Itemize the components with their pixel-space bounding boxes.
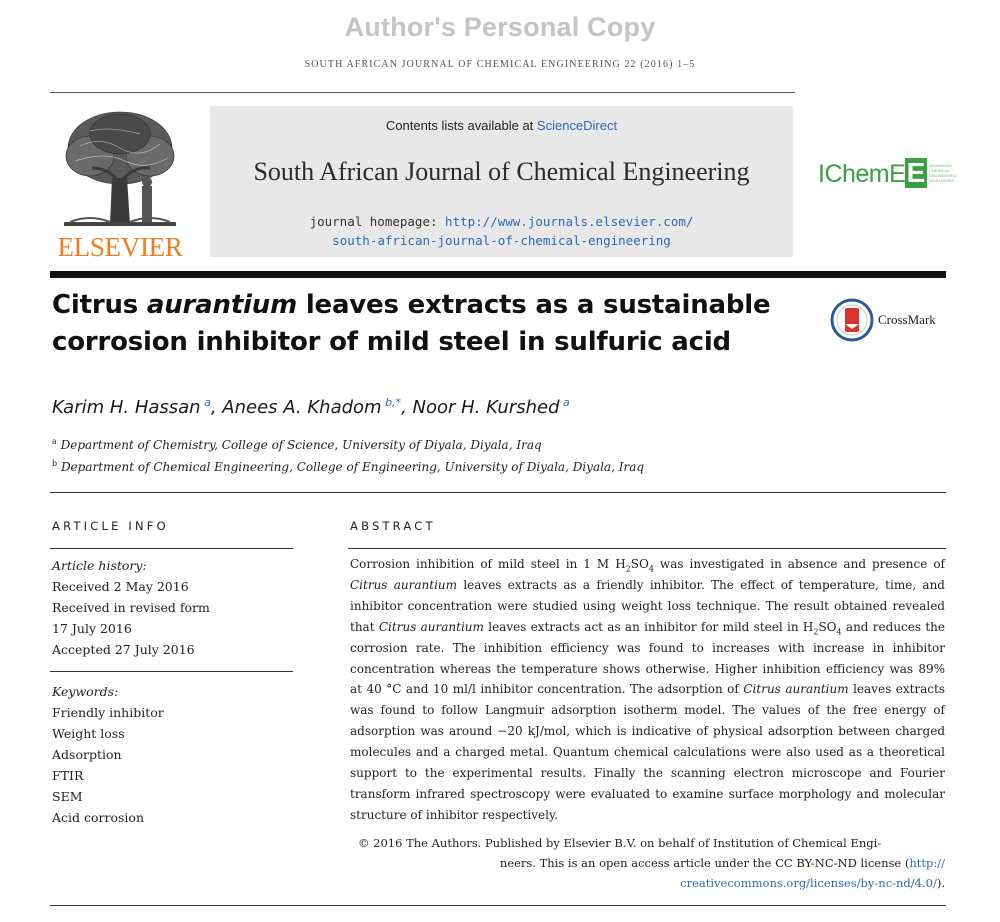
title-italic: aurantium: [146, 290, 297, 320]
sciencedirect-link[interactable]: ScienceDirect: [536, 118, 618, 133]
icheme-e-block: E: [906, 157, 926, 188]
crossmark-label[interactable]: CrossMark: [878, 312, 936, 327]
species-name: Citrus aurantium: [743, 682, 849, 697]
affil-mark: a: [52, 437, 57, 446]
abstract-segment: SO: [818, 619, 837, 634]
abstract-segment: leaves extracts act as an inhibitor for mild steel in H: [483, 619, 814, 634]
subscript: 2: [813, 627, 819, 637]
affil-text: Department of Chemistry, College of Science, University of Diyala, Diyala, Iraq: [56, 438, 542, 452]
icheme-logo-text: IChemE: [818, 160, 906, 188]
keyword-item: Acid corrosion: [52, 810, 144, 825]
journal-homepage: [210, 212, 793, 250]
homepage-url-line1[interactable]: http://www.journals.elsevier.com/: [445, 214, 694, 229]
author-affil-mark[interactable]: b,*: [381, 396, 402, 409]
copyright-end: ).: [936, 876, 945, 890]
license-link[interactable]: creativecommons.org/licenses/by-nc-nd/4.0/: [680, 876, 937, 890]
affil-mark: b: [52, 459, 58, 468]
keywords-label: Keywords:: [52, 684, 119, 699]
keyword-item: Friendly inhibitor: [52, 705, 164, 720]
received-date: Received 2 May 2016: [52, 579, 189, 594]
author-affil-mark[interactable]: a: [200, 396, 211, 409]
author-separator: ,: [210, 397, 223, 418]
abstract-segment: Corrosion inhibition of mild steel in 1 M H: [350, 557, 626, 571]
revised-label: Received in revised form: [52, 600, 210, 615]
running-head: SOUTH AFRICAN JOURNAL OF CHEMICAL ENGINEERING 22 (2016) 1–5: [304, 59, 696, 70]
icheme-logo: [818, 160, 905, 189]
article-title: [52, 287, 812, 361]
title-part2: leaves extracts as a sustainable corrosion inhibitor of mild steel in sulfuric acid: [52, 290, 771, 357]
subscript: 2: [625, 564, 631, 574]
article-info-heading: ARTICLE INFO: [52, 519, 169, 533]
copyright-line1: © 2016 The Authors. Published by Elsevier B.V. on behalf of Institution of Chemical Engi-: [358, 836, 882, 850]
elsevier-wordmark: ELSEVIER: [57, 232, 183, 262]
bottom-divider: [50, 905, 946, 906]
keyword-item: Adsorption: [52, 747, 122, 762]
accepted-date: Accepted 27 July 2016: [52, 642, 195, 657]
author-separator: ,: [401, 397, 413, 418]
top-divider: [50, 92, 795, 93]
homepage-label: journal homepage:: [309, 214, 446, 229]
history-label: Article history:: [52, 558, 147, 573]
abstract-heading: ABSTRACT: [350, 519, 436, 533]
copyright-text: neers. This is an open access article under the CC BY-NC-ND license (: [499, 856, 910, 870]
species-name: Citrus aurantium: [378, 619, 484, 634]
keyword-item: SEM: [52, 789, 83, 804]
author-affil-mark[interactable]: a: [559, 396, 570, 409]
contents-prefix: Contents lists available at: [385, 118, 537, 133]
abstract-segment: leaves extracts was found to follow Langmuir adsorption isotherm model. The values of the free energy of adsorption was around −20 kJ/mol, which is indicative of physical adsorption between charged molecules and a charged metal. Quantum chemical calculations were also used as a theoretical support to the experimental results. Finally the scanning electron microscope and Fourier transform infrared spectroscopy were evaluated to examine surface morphology and molecular structure of inhibitor respectively.: [350, 682, 945, 822]
keywords-rule: [50, 671, 293, 672]
keyword-item: FTIR: [52, 768, 84, 783]
revised-date: 17 July 2016: [52, 621, 132, 636]
section-divider: [50, 492, 946, 493]
abstract-segment: was investigated in absence and presence of: [653, 557, 945, 571]
affil-text: Department of Chemical Engineering, College of Engineering, University of Diyala, Diyala, Iraq: [57, 460, 645, 474]
affiliation-b: [52, 459, 644, 474]
author-list: [52, 396, 570, 418]
affiliation-a: [52, 437, 542, 452]
subscript: 4: [836, 627, 842, 637]
copyright-line2: [350, 853, 945, 893]
subscript: 4: [648, 564, 654, 574]
abstract-segment: and reduces the corrosion rate. The inhibition efficiency was found to increases with increase in inhibitor concentration whereas the temperature shows otherwise. Higher inhibition efficiency was 89% at 40 °C and 10 ml/l inhibitor concentration. The adsorption of: [350, 619, 946, 697]
contents-availability: [210, 118, 793, 133]
license-link[interactable]: http://: [909, 856, 945, 870]
author-name[interactable]: Noor H. Kurshed: [412, 397, 560, 418]
crossmark-icon[interactable]: [830, 298, 874, 342]
author-name[interactable]: Anees A. Khadom: [222, 397, 382, 418]
species-name: Citrus aurantium: [350, 577, 458, 592]
masthead-divider: [50, 271, 946, 278]
article-info-rule: [50, 548, 293, 549]
author-name[interactable]: Karim H. Hassan: [52, 397, 201, 418]
title-part1: Citrus: [52, 290, 147, 320]
journal-name: South African Journal of Chemical Engineering: [253, 157, 750, 186]
abstract-segment: leaves extracts as a friendly inhibitor. The effect of temperature, time, and inhibitor concentration were studied using weight loss technique. The result obtained revealed that: [350, 577, 945, 634]
abstract-segment: SO: [630, 557, 649, 571]
icheme-tagline: ADVANCING CHEMICAL ENGINEERING WORLDWIDE: [929, 163, 958, 183]
copyright-notice: [350, 833, 945, 893]
watermark: Author's Personal Copy: [344, 12, 656, 42]
abstract-rule: [348, 548, 946, 549]
abstract-text: [350, 554, 945, 826]
homepage-url-line2[interactable]: south-african-journal-of-chemical-engineering: [332, 233, 671, 248]
keyword-item: Weight loss: [52, 726, 125, 741]
